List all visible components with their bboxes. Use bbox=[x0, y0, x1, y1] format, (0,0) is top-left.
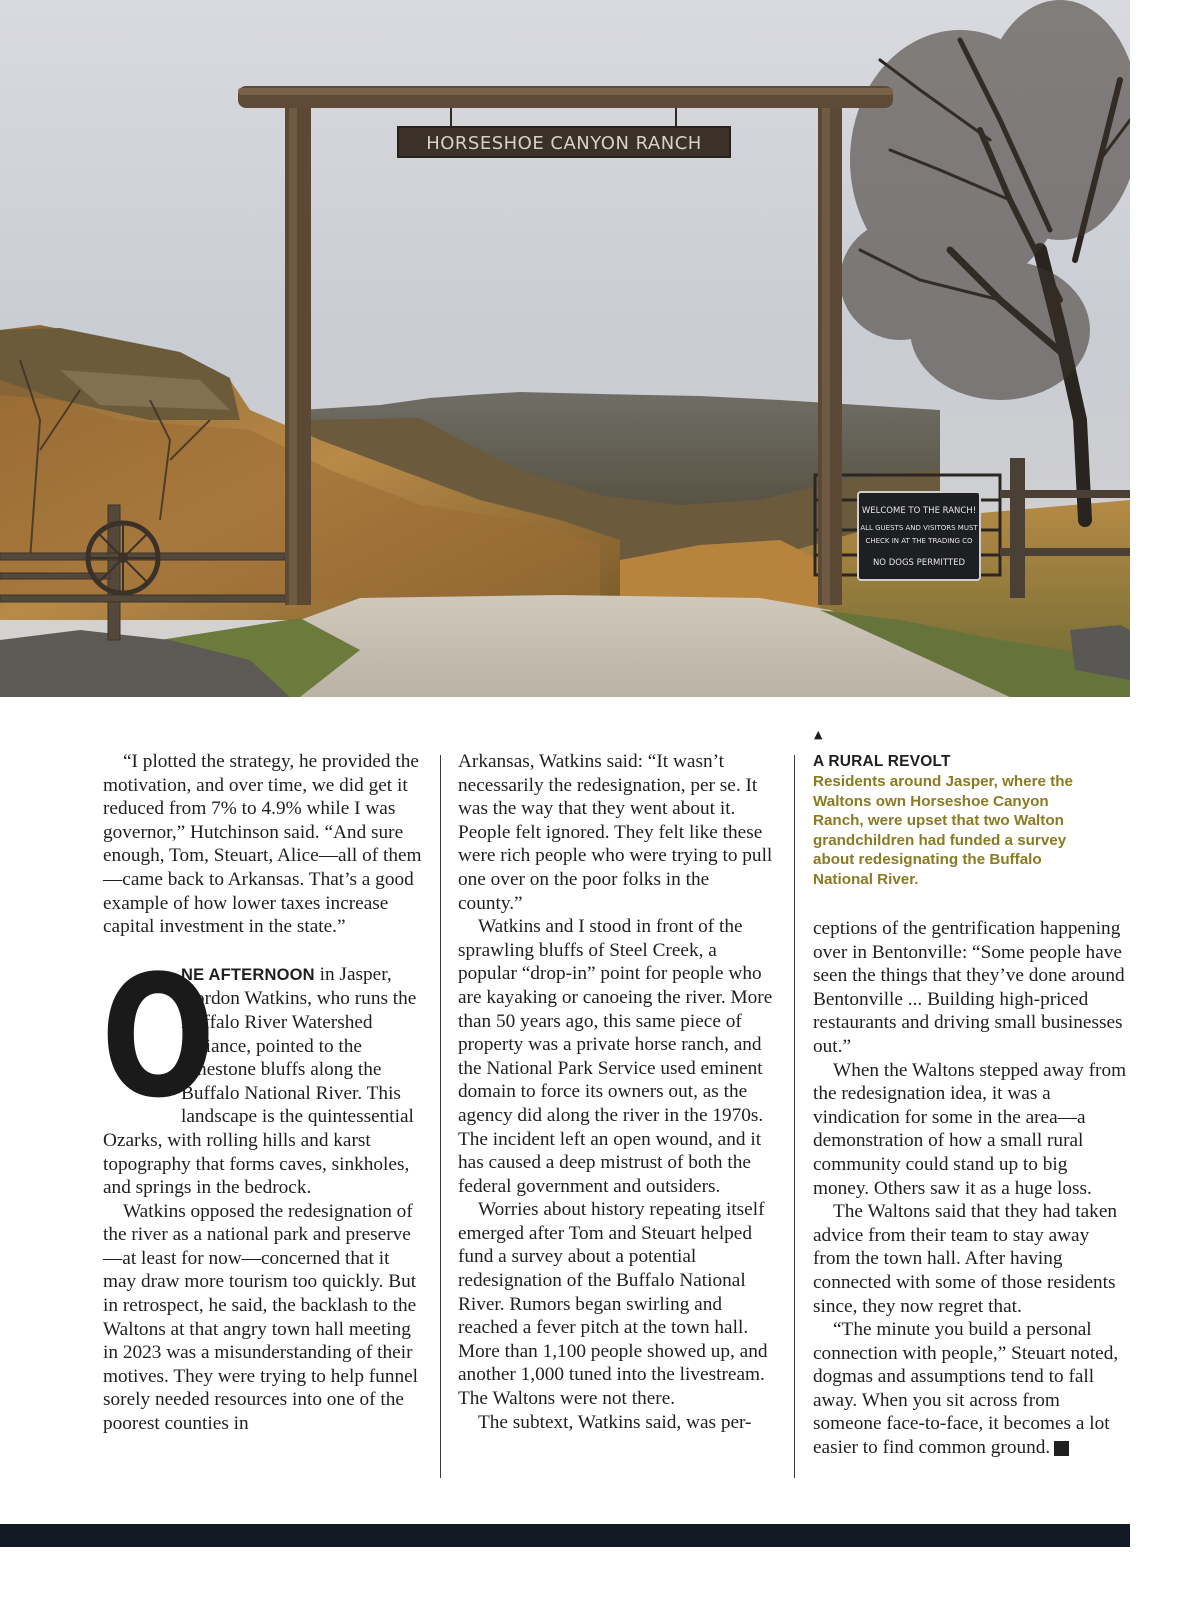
paragraph: Arkansas, Watkins said: “It wasn’t necessarily the redesignation, per se. It was the way that they went about it. People felt ignored. They felt like these were rich people who were trying to pull one over on the poor folks in the county.” bbox=[458, 751, 773, 914]
footer-bar bbox=[0, 1524, 1130, 1547]
paragraph-text: in Jasper, Gordon Watkins, who runs the Buffalo River Watershed Alliance, pointed to the limestone bluffs along the Buffalo National River. This landscape is the quintessential Ozarks, with rolling hills and karst topography that forms caves, sinkholes, and springs in the bedrock. bbox=[103, 963, 417, 1199]
paragraph: “I plotted the strategy, he provided the motivation, and over time, we did get it reduced from 7% to 4.9% while I was governor,” Hutchinson said. “And sure enough, Tom, Steuart, Alice—all of them—came back to Arkansas. That’s a good example of how lower taxes increase capital investment in the state.” bbox=[103, 751, 422, 938]
drop-cap: O bbox=[101, 938, 213, 1135]
end-mark-icon: F bbox=[1054, 1441, 1069, 1456]
paragraph: The subtext, Watkins said, was per- bbox=[478, 1411, 752, 1433]
caption-arrow-icon: ▲ bbox=[814, 728, 823, 741]
notice-sign-line4: NO DOGS PERMITTED bbox=[872, 558, 966, 568]
paragraph-text: “The minute you build a personal connection with people,” Steuart noted, dogmas and assumptions tend to fall away. When you sit across from someone face-to-face, it becomes a lot easier to find common ground. bbox=[813, 1319, 1119, 1459]
paragraph: ceptions of the gentrification happening over in Bentonville: “Some people have seen the things that they’ve done around Bentonville ... Building high-priced restaurants and driving small businesses out.” bbox=[813, 918, 1125, 1057]
lead-in: NE AFTERNOON bbox=[181, 965, 315, 984]
paragraph: When the Waltons stepped away from the redesignation idea, it was a vindication for some in the area—a demonstration of how a small rural community could stand up to big money. Others saw it as a huge loss. bbox=[813, 1059, 1127, 1199]
column-divider bbox=[794, 755, 795, 1478]
paragraph: The Waltons said that they had taken advice from their team to stay away from the town hall. After having connected with some of those residents since, they now regret that. bbox=[813, 1201, 1118, 1317]
ranch-gate-photo bbox=[0, 0, 1130, 697]
article-column-2 bbox=[458, 750, 778, 1434]
article-column-3 bbox=[813, 917, 1128, 1460]
paragraph: Watkins opposed the redesignation of the river as a national park and preserve—at least for now—concerned that it may draw more tourism too quickly. But in retrospect, he said, the backlash to the Waltons at that angry town hall meeting in 2023 was a misunderstanding of their motives. They were trying to help funnel sorely needed resources into one of the poorest counties in bbox=[103, 1200, 419, 1435]
paragraph: Worries about history repeating itself emerged after Tom and Steuart helped fund a survey about a potential redesignation of the Buffalo National River. Rumors began swirling and reached a fever pitch at the town hall. More than 1,100 people showed up, and another 1,000 tuned into the livestream. The Waltons were not there. bbox=[458, 1199, 768, 1410]
photo-caption bbox=[813, 752, 1103, 890]
ranch-sign-text: HORSESHOE CANYON RANCH bbox=[426, 133, 702, 154]
notice-sign-line2: ALL GUESTS AND VISITORS MUST bbox=[860, 524, 978, 532]
paragraph bbox=[813, 1318, 1128, 1460]
section-opening bbox=[101, 938, 423, 1200]
caption-title: A RURAL REVOLT bbox=[813, 753, 951, 770]
notice-sign-line1: WELCOME TO THE RANCH! bbox=[861, 506, 977, 516]
article-column-1 bbox=[103, 750, 423, 1436]
paragraph: Watkins and I stood in front of the sprawling bluffs of Steel Creek, a popular “drop-in” point for people who are kayaking or canoeing the river. More than 50 years ago, this same piece of property was a private horse ranch, and the National Park Service used eminent domain to force its owners out, as the agency did along the river in the 1970s. The incident left an open wound, and it has caused a deep mistrust of both the federal government and outsiders. bbox=[458, 916, 773, 1197]
column-divider bbox=[440, 755, 441, 1478]
notice-sign-line3: CHECK IN AT THE TRADING CO bbox=[865, 537, 973, 545]
caption-body: Residents around Jasper, where the Waltons own Horseshoe Canyon Ranch, were upset that two Walton grandchildren had funded a survey about redesignating the Buffalo National River. bbox=[813, 773, 1073, 888]
